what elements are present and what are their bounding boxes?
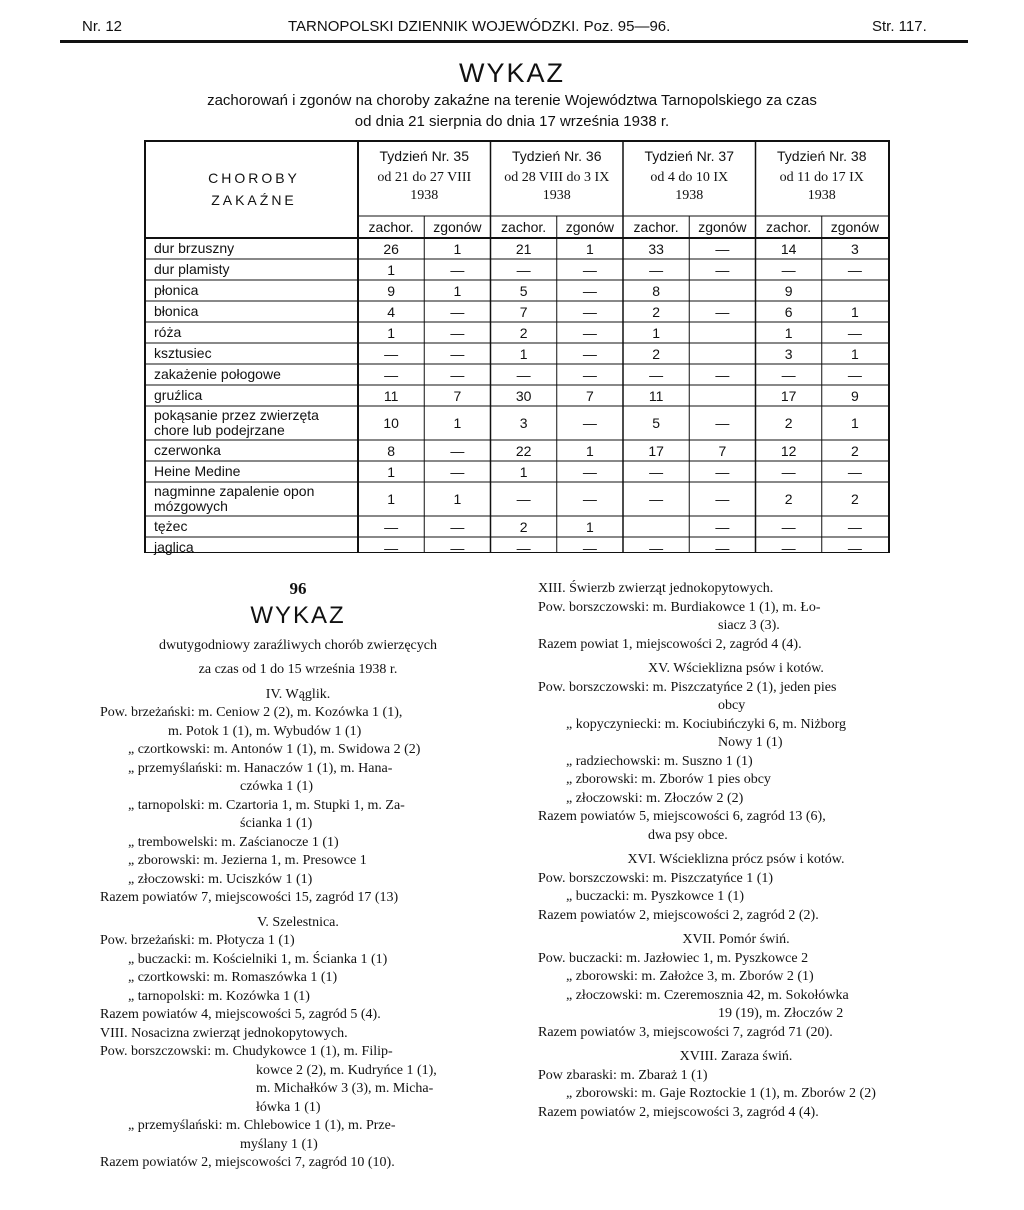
table-cell: — — [847, 539, 862, 556]
table-cell: — — [450, 324, 465, 341]
table-cell: 1 — [387, 324, 396, 341]
table-cell: 3 — [519, 415, 528, 431]
table-cell: — — [847, 518, 862, 535]
sub-header-deaths: zgonów — [698, 219, 747, 235]
table-cell: — — [582, 324, 597, 341]
table-cell: — — [582, 261, 597, 278]
table-cell: — — [781, 539, 796, 556]
page-number: Str. 117. — [872, 18, 927, 35]
table-cell: — — [516, 491, 531, 507]
table-cell: 11 — [648, 387, 664, 404]
text-line: Pow. borszczowski: m. Piszczatyńce 2 (1), jeden pies — [538, 679, 837, 695]
table-cell: — — [649, 491, 664, 507]
table-cell: — — [582, 303, 597, 320]
page-header — [60, 8, 968, 43]
text-line: „ trembowelski: m. Zaścianocze 1 (1) — [128, 834, 339, 850]
text-line: „ zborowski: m. Zborów 1 pies obcy — [566, 772, 771, 787]
text-line: „ złoczowski: m. Uciszków 1 (1) — [128, 871, 313, 887]
row-label: błonica — [154, 303, 199, 319]
text-line: kowce 2 (2), m. Kudryńce 1 (1), — [256, 1062, 437, 1078]
section-number: 96 — [289, 579, 307, 598]
summary-line: Razem powiatów 2, miejscowości 2, zagród 2 (2). — [538, 907, 819, 923]
table-cell: 8 — [652, 282, 661, 299]
table-cell: 1 — [850, 415, 859, 431]
table-cell: — — [516, 366, 531, 383]
table-cell: 1 — [784, 324, 793, 341]
table-cell: 2 — [850, 491, 859, 507]
section-heading: dwutygodniowy zaraźliwych chorób zwierzęcych — [159, 637, 437, 653]
table-cell: — — [715, 463, 730, 480]
text-line: „ zborowski: m. Jezierna 1, m. Presowce 1 — [128, 853, 367, 868]
table-cell: — — [847, 463, 862, 480]
section-heading: XV. Wścieklizna psów i kotów. — [648, 661, 824, 676]
text-line: czówka 1 (1) — [240, 779, 314, 794]
table-cell: — — [582, 345, 597, 362]
table-cell: — — [847, 324, 862, 341]
page-title: WYKAZ — [458, 58, 565, 88]
corner-label-2: ZAKAŹNE — [211, 192, 297, 208]
text-line: Pow. borszczowski: m. Burdiakowce 1 (1), m. Ło- — [538, 599, 821, 615]
table-cell: — — [582, 282, 597, 299]
sub-header-deaths: zgonów — [433, 219, 482, 235]
section-heading: IV. Wąglik. — [265, 686, 331, 702]
table-cell: — — [715, 366, 730, 383]
table-cell: — — [384, 366, 399, 383]
table-cell: 9 — [850, 387, 859, 404]
table-cell: 1 — [652, 324, 661, 341]
table-cell: — — [450, 261, 465, 278]
table-cell: — — [715, 539, 730, 556]
table-cell: 1 — [387, 261, 396, 278]
table-cell: — — [450, 366, 465, 383]
table-cell: — — [450, 303, 465, 320]
table-cell: — — [847, 261, 862, 278]
table-cell: — — [516, 539, 531, 556]
table-cell: 2 — [784, 491, 793, 507]
table-cell: 1 — [585, 518, 594, 535]
table-cell: — — [715, 261, 730, 278]
table-cell: 2 — [784, 415, 793, 431]
text-line: dwa psy obce. — [648, 827, 728, 843]
table-cell: — — [715, 518, 730, 535]
text-line: myślany 1 (1) — [240, 1136, 318, 1152]
table-cell: 1 — [519, 345, 528, 362]
summary-line: Razem powiat 1, miejscowości 2, zagród 4 (4). — [538, 636, 802, 652]
table-cell: — — [649, 463, 664, 480]
table-cell: — — [582, 415, 597, 431]
table-cell: 10 — [383, 415, 399, 431]
table-cell: — — [781, 518, 796, 535]
week-year: 1938 — [807, 188, 836, 203]
table-cell: 1 — [453, 240, 462, 257]
table-cell: 7 — [519, 303, 528, 320]
table-cell: — — [384, 345, 399, 362]
sub-header-cases: zachor. — [501, 219, 547, 235]
text-line: „ tarnopolski: m. Kozówka 1 (1) — [128, 988, 310, 1004]
table-cell: — — [715, 240, 730, 257]
text-line: ścianka 1 (1) — [240, 816, 313, 831]
text-line: „ kopyczyniecki: m. Kociubińczyki 6, m. Niżborg — [566, 716, 847, 732]
row-label: tężec — [154, 518, 188, 534]
summary-line: Razem powiatów 2, miejscowości 3, zagród 4 (4). — [538, 1104, 819, 1120]
row-label: gruźlica — [154, 387, 203, 403]
sub-header-cases: zachor. — [633, 219, 679, 235]
table-cell: 5 — [519, 282, 528, 299]
table-cell: 1 — [585, 240, 594, 257]
table-cell: 14 — [780, 240, 797, 257]
text-line: Pow. brzeżański: m. Płotycza 1 (1) — [100, 933, 295, 948]
row-label: róża — [154, 324, 182, 340]
row-label: chore lub podejrzane — [154, 422, 285, 438]
table-cell: 33 — [648, 240, 664, 257]
row-label: Heine Medine — [154, 463, 241, 479]
text-line: „ złoczowski: m. Złoczów 2 (2) — [566, 790, 744, 806]
text-line: 19 (19), m. Złoczów 2 — [718, 1006, 844, 1021]
table-cell: 12 — [780, 442, 797, 459]
sub-header-cases: zachor. — [368, 219, 414, 235]
right-column — [538, 580, 934, 1122]
table-cell: 1 — [453, 282, 462, 299]
text-line: m. Potok 1 (1), m. Wybudów 1 (1) — [168, 723, 362, 739]
summary-line: Razem powiatów 3, miejscowości 7, zagród 71 (20). — [538, 1024, 833, 1040]
table-cell: 6 — [784, 303, 793, 320]
table-cell: 21 — [515, 240, 532, 257]
week-year: 1938 — [675, 188, 704, 203]
table-cell: — — [384, 518, 399, 535]
text-line: „ tarnopolski: m. Czartoria 1, m. Stupki 1, m. Za- — [128, 797, 405, 813]
table-cell: 22 — [515, 442, 532, 459]
table-cell: — — [582, 539, 597, 556]
week-header: Tydzień Nr. 38 — [777, 148, 867, 164]
section-heading: XVIII. Zaraza świń. — [679, 1049, 793, 1064]
summary-line: Razem powiatów 5, miejscowości 6, zagród 13 (6), — [538, 809, 826, 824]
section-title: WYKAZ — [250, 601, 346, 629]
table-cell: — — [450, 463, 465, 480]
week-year: 1938 — [410, 188, 439, 203]
table-cell: — — [781, 261, 796, 278]
row-label: jaglica — [154, 539, 194, 555]
table-cell: 8 — [387, 442, 396, 459]
summary-line: Razem powiatów 4, miejscowości 5, zagród 5 (4). — [100, 1007, 381, 1022]
table-cell: — — [450, 442, 465, 459]
row-label: zakażenie połogowe — [154, 366, 281, 382]
corner-label-1: CHOROBY — [208, 170, 300, 186]
table-cell: — — [715, 491, 730, 507]
sub-header-deaths: zgonów — [830, 219, 879, 235]
table-cell: — — [450, 345, 465, 362]
text-line: Pow. buczacki: m. Jazłowiec 1, m. Pyszkowce 2 — [538, 950, 809, 966]
text-line: Nowy 1 (1) — [718, 735, 783, 750]
subtitle-line-2: od dnia 21 sierpnia do dnia 17 września 1938 r. — [354, 113, 670, 130]
table-cell: — — [450, 539, 465, 556]
table-cell: — — [649, 366, 664, 383]
text-line: obcy — [718, 698, 746, 713]
text-line: „ buczacki: m. Kościelniki 1, m. Ścianka 1 (1) — [128, 951, 388, 967]
table-cell: 2 — [652, 303, 661, 320]
text-line: „ buczacki: m. Pyszkowce 1 (1) — [566, 889, 745, 904]
table-cell: 17 — [648, 442, 664, 459]
text-line: Pow. borszczowski: m. Chudykowce 1 (1), m. Filip- — [100, 1044, 393, 1059]
table-cell: 1 — [850, 303, 859, 320]
table-cell: 3 — [784, 345, 793, 362]
table-cell: 7 — [453, 387, 462, 404]
table-cell: — — [649, 261, 664, 278]
table-cell: 3 — [850, 240, 859, 257]
left-column — [100, 580, 496, 1173]
text-line: VIII. Nosacizna zwierząt jednokopytowych. — [100, 1025, 348, 1041]
week-range: od 4 do 10 IX — [650, 170, 729, 185]
text-line: siacz 3 (3). — [718, 618, 780, 633]
week-range: od 28 VIII do 3 IX — [504, 170, 610, 185]
table-cell: 4 — [387, 303, 396, 320]
table-cell: 7 — [718, 442, 727, 459]
table-cell: 17 — [780, 387, 797, 404]
week-year: 1938 — [542, 188, 571, 203]
week-header: Tydzień Nr. 36 — [512, 148, 602, 164]
summary-line: Razem powiatów 2, miejscowości 7, zagród 10 (10). — [100, 1155, 395, 1170]
section-heading: za czas od 1 do 15 września 1938 r. — [198, 662, 398, 677]
row-label: ksztusiec — [154, 345, 212, 361]
text-line: Pow zbaraski: m. Zbaraż 1 (1) — [538, 1067, 708, 1083]
week-header: Tydzień Nr. 35 — [379, 148, 469, 164]
text-line: m. Michałków 3 (3), m. Micha- — [256, 1081, 434, 1096]
table-cell: — — [384, 539, 399, 556]
subtitle-line-1: zachorowań i zgonów na choroby zakaźne na terenie Województwa Tarnopolskiego za czas — [207, 92, 817, 109]
table-cell: — — [450, 518, 465, 535]
row-label: dur plamisty — [154, 261, 230, 277]
table-cell: — — [781, 463, 796, 480]
table-cell: 2 — [652, 345, 661, 362]
table-cell: — — [516, 261, 531, 278]
text-line: „ przemyślański: m. Hanaczów 1 (1), m. Hana- — [128, 760, 393, 776]
sub-header-cases: zachor. — [766, 219, 812, 235]
section-heading: XVII. Pomór świń. — [682, 932, 790, 947]
disease-table — [144, 140, 890, 556]
table-cell: 1 — [453, 415, 462, 431]
table-cell: 1 — [387, 463, 396, 480]
table-cell: 2 — [519, 518, 528, 535]
week-header: Tydzień Nr. 37 — [644, 148, 734, 164]
table-cell: — — [582, 366, 597, 383]
table-cell: — — [582, 463, 597, 480]
text-line: „ czortkowski: m. Antonów 1 (1), m. Swidowa 2 (2) — [128, 742, 421, 757]
journal-title: TARNOPOLSKI DZIENNIK WOJEWÓDZKI. Poz. 95—96. — [288, 18, 671, 35]
table-cell: 5 — [652, 415, 661, 431]
table-cell: — — [715, 303, 730, 320]
section-heading: V. Szelestnica. — [257, 914, 339, 930]
text-line: XIII. Świerzb zwierząt jednokopytowych. — [538, 581, 774, 596]
table-cell: — — [715, 415, 730, 431]
week-range: od 11 do 17 IX — [779, 170, 864, 185]
summary-line: Razem powiatów 7, miejscowości 15, zagród 17 (13) — [100, 890, 399, 905]
table-cell: 30 — [515, 387, 532, 404]
table-cell: 9 — [387, 282, 396, 299]
row-label: dur brzuszny — [154, 240, 235, 256]
table-cell: 26 — [383, 240, 399, 257]
table-cell: 1 — [850, 345, 859, 362]
table-cell: 2 — [519, 324, 528, 341]
table-cell: 2 — [850, 442, 859, 459]
text-line: „ zborowski: m. Gaje Roztockie 1 (1), m. Zborów 2 (2) — [566, 1086, 876, 1101]
table-cell: — — [649, 539, 664, 556]
text-line: „ złoczowski: m. Czeremosznia 42, m. Sokołówka — [566, 987, 849, 1003]
text-line: Pow. brzeżański: m. Ceniow 2 (2), m. Kozówka 1 (1), — [100, 705, 403, 720]
row-label: pokąsanie przez zwierzęta — [154, 407, 319, 423]
table-cell: 1 — [387, 491, 396, 507]
issue-number: Nr. 12 — [82, 18, 123, 35]
table-cell: — — [582, 491, 597, 507]
table-cell: 11 — [383, 387, 399, 404]
text-line: „ radziechowski: m. Suszno 1 (1) — [566, 753, 753, 769]
row-label: czerwonka — [154, 442, 221, 458]
table-cell: 1 — [519, 463, 528, 480]
text-line: „ czortkowski: m. Romaszówka 1 (1) — [128, 970, 338, 985]
table-cell: — — [781, 366, 796, 383]
text-line: „ zborowski: m. Założce 3, m. Zborów 2 (1) — [566, 969, 814, 984]
text-line: „ przemyślański: m. Chlebowice 1 (1), m. Prze- — [128, 1118, 396, 1133]
row-label: mózgowych — [154, 498, 228, 514]
week-range: od 21 do 27 VIII — [377, 170, 472, 185]
table-cell: 1 — [585, 442, 594, 459]
table-cell: 7 — [585, 387, 594, 404]
row-label: płonica — [154, 282, 199, 298]
table-cell: 9 — [784, 282, 793, 299]
table-cell: — — [847, 366, 862, 383]
row-label: nagminne zapalenie opon — [154, 483, 315, 499]
table-cell: 1 — [453, 491, 462, 507]
text-line: Pow. borszczowski: m. Piszczatyńce 1 (1) — [538, 870, 774, 886]
sub-header-deaths: zgonów — [565, 219, 614, 235]
section-heading: XVI. Wścieklizna prócz psów i kotów. — [627, 852, 845, 867]
text-line: łówka 1 (1) — [256, 1099, 321, 1115]
